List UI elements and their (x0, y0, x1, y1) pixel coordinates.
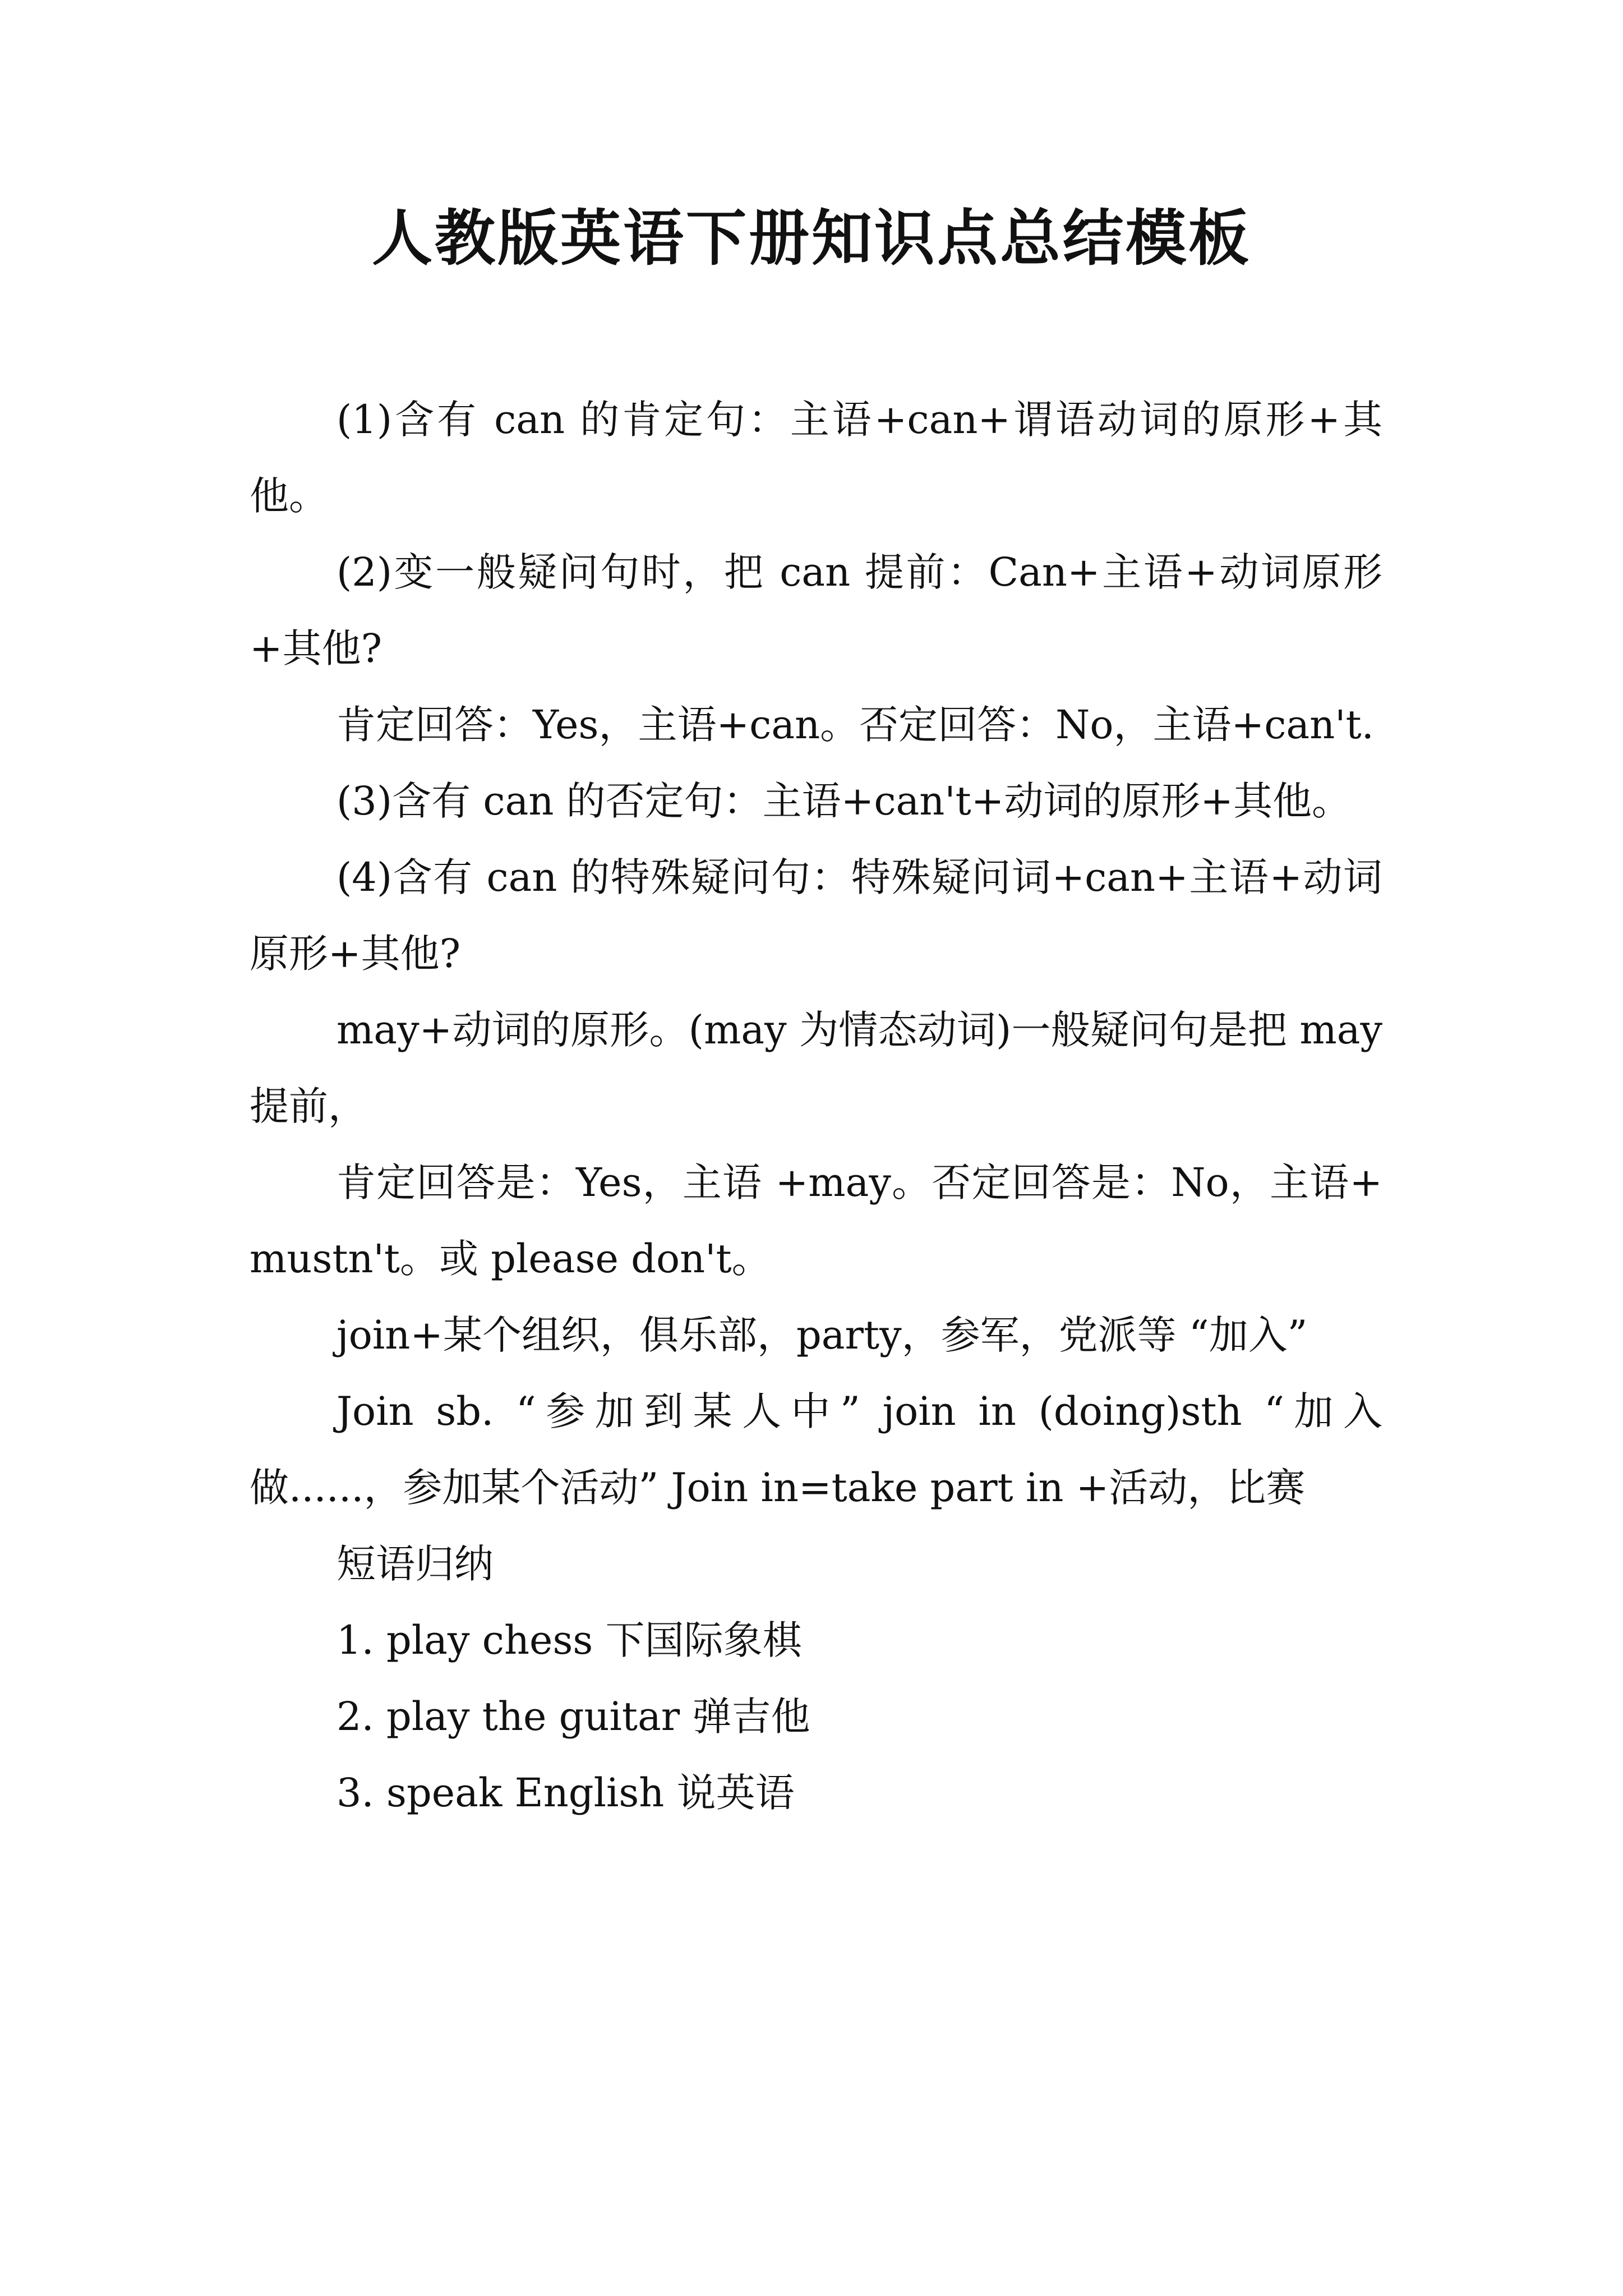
paragraph-can-wh-question: (4)含有 can 的特殊疑问句：特殊疑问词+can+主语+动词原形+其他? (250, 854, 1382, 977)
document-body (250, 381, 1382, 1831)
paragraph-join: join+某个组织，俱乐部，party，参军，党派等 “加入” (336, 1312, 1308, 1358)
section-heading-phrases: 短语归纳 (336, 1541, 494, 1587)
document-title: 人教版英语下册知识点总结模板 (371, 203, 1251, 274)
list-item: 1. play chess 下国际象棋 (336, 1617, 802, 1663)
paragraph-can-answers: 肯定回答：Yes，主语+can。否定回答：No，主语+can't. (336, 702, 1374, 748)
paragraph-can-question: (2)变一般疑问句时，把 can 提前：Can+主语+动词原形+其他? (250, 549, 1382, 671)
list-item: 2. play the guitar 弹吉他 (336, 1694, 810, 1740)
paragraph-can-negative: (3)含有 can 的否定句：主语+can't+动词的原形+其他。 (336, 778, 1352, 824)
list-item: 3. speak English 说英语 (336, 1770, 795, 1816)
paragraph-may: may+动词的原形。(may 为情态动词)一般疑问句是把 may 提前， (250, 1007, 1382, 1129)
paragraph-can-affirmative: (1)含有 can 的肯定句：主语+can+谓语动词的原形+其他。 (250, 397, 1382, 519)
paragraph-join-in: Join sb. “参加到某人中” join in (doing)sth “加入做......，参加某个活动” Join in=take part in +活动，比赛 (250, 1388, 1382, 1511)
paragraph-may-answers: 肯定回答是：Yes，主语 +may。否定回答是：No，主语+mustn't。或 please don't。 (250, 1159, 1382, 1282)
